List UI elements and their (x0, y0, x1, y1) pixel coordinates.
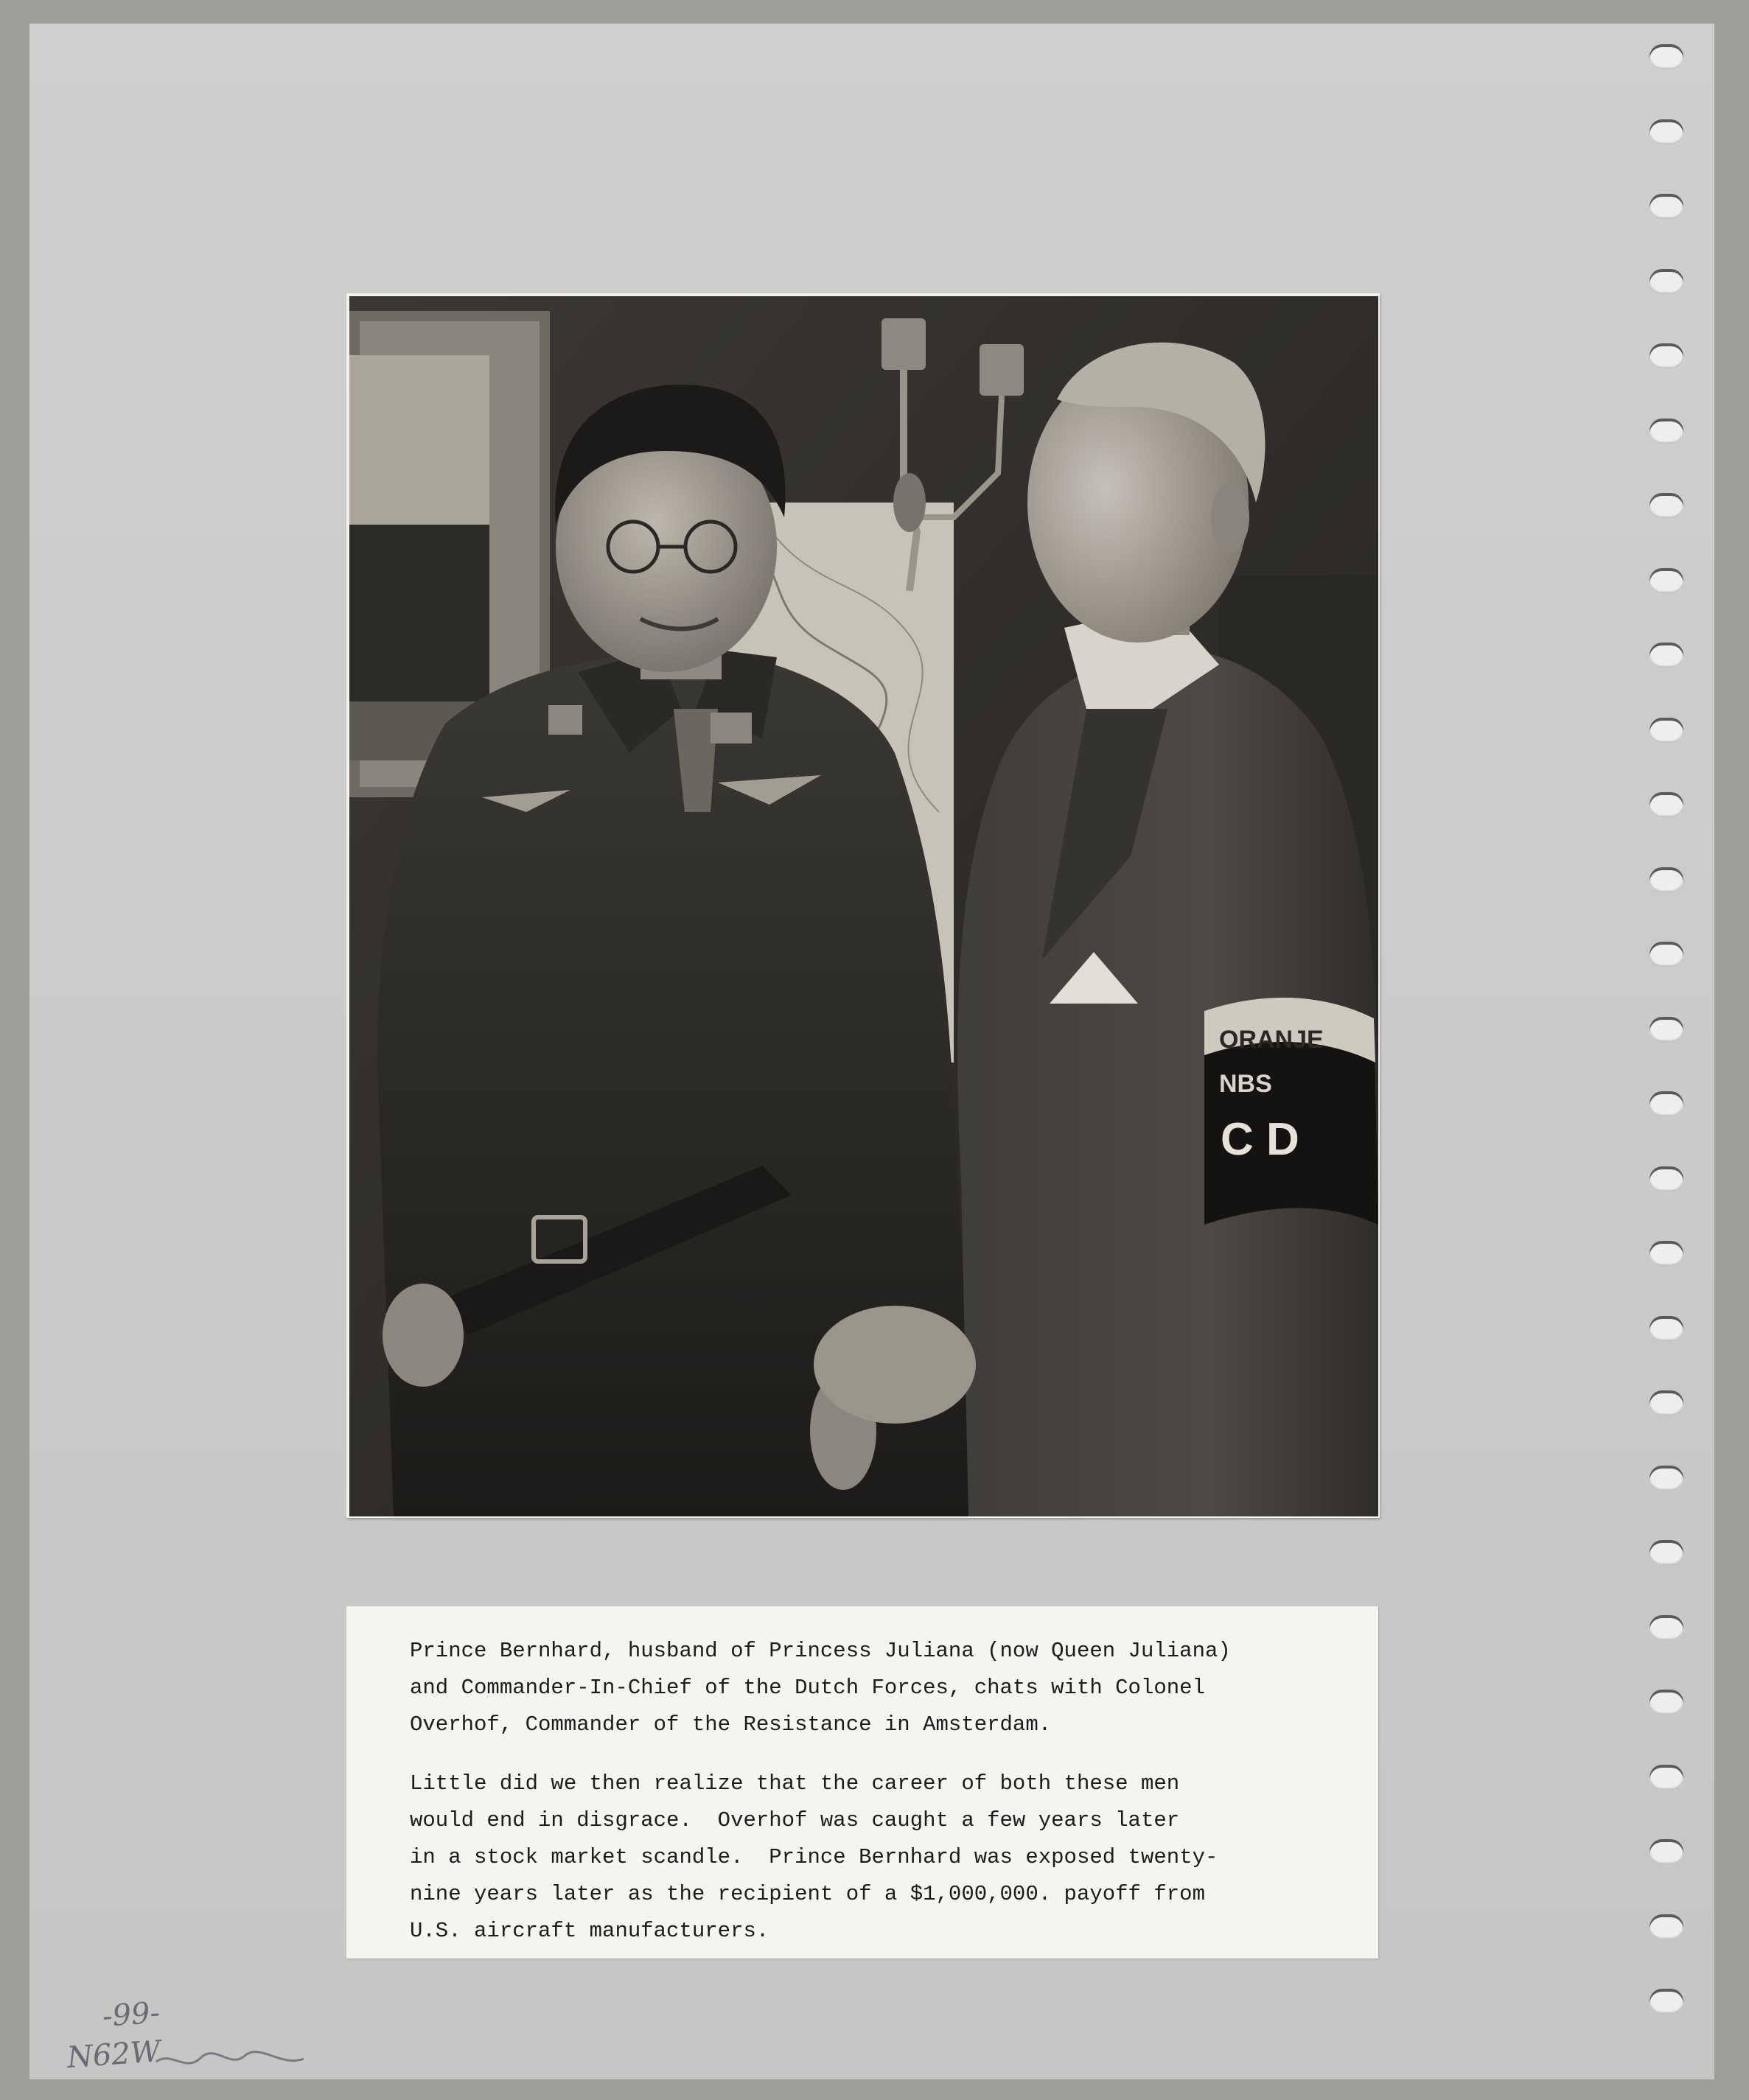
caption-line: in a stock market scandle. Prince Bernhard was exposed twenty- (410, 1845, 1218, 1869)
punch-hole (1649, 1466, 1683, 1491)
punch-hole (1649, 419, 1683, 444)
punch-hole (1649, 1765, 1683, 1790)
punch-hole (1649, 1839, 1683, 1864)
armband-text-oranje: ORANJE (1219, 1026, 1324, 1054)
punch-hole (1649, 718, 1683, 743)
caption-line: Little did we then realize that the career of both these men (410, 1771, 1180, 1796)
punch-hole (1649, 1540, 1683, 1565)
punch-hole (1649, 1316, 1683, 1341)
portrait-photo (349, 296, 1378, 1516)
punch-hole (1649, 1615, 1683, 1640)
punch-hole (1649, 1989, 1683, 2014)
punch-hole (1649, 1166, 1683, 1191)
punch-hole (1649, 269, 1683, 294)
punch-hole (1649, 1914, 1683, 1939)
caption-paragraph-2 (410, 1765, 1361, 1950)
punch-hole (1649, 194, 1683, 219)
punch-hole (1649, 493, 1683, 518)
caption-line: U.S. aircraft manufacturers. (410, 1919, 769, 1943)
punch-hole (1649, 1091, 1683, 1116)
caption-line: and Commander-In-Chief of the Dutch Forces, chats with Colonel (410, 1676, 1205, 1700)
handwritten-inventory-note (60, 1988, 341, 2084)
caption-card (346, 1606, 1378, 1959)
resistance-armband (1204, 998, 1378, 1225)
caption-line: Overhof, Commander of the Resistance in Amsterdam. (410, 1712, 1052, 1737)
caption-line: would end in disgrace. Overhof was caught a few years later (410, 1808, 1180, 1833)
armband-text-nbs: NBS (1219, 1070, 1272, 1098)
caption-line: Prince Bernhard, husband of Princess Juliana (now Queen Juliana) (410, 1639, 1231, 1663)
punch-hole (1649, 568, 1683, 593)
punch-hole (1649, 792, 1683, 817)
caption-line: nine years later as the recipient of a $1,000,000. payoff from (410, 1882, 1205, 1906)
punch-hole (1649, 1017, 1683, 1042)
punch-hole (1649, 643, 1683, 668)
punch-hole (1649, 867, 1683, 892)
punch-hole (1649, 942, 1683, 967)
punch-hole (1649, 343, 1683, 368)
handwritten-note-line-1: -99- (101, 1995, 161, 2034)
photograph (346, 293, 1380, 1518)
handwritten-scribble (156, 2052, 304, 2064)
armband-text-cd: C D (1221, 1114, 1299, 1165)
punch-hole (1649, 1690, 1683, 1715)
punch-hole (1649, 1241, 1683, 1266)
handwritten-note-line-2: N62W (66, 2034, 162, 2075)
punch-hole (1649, 44, 1683, 69)
caption-paragraph-1 (410, 1633, 1361, 1743)
punch-hole (1649, 119, 1683, 144)
punch-hole (1649, 1390, 1683, 1415)
